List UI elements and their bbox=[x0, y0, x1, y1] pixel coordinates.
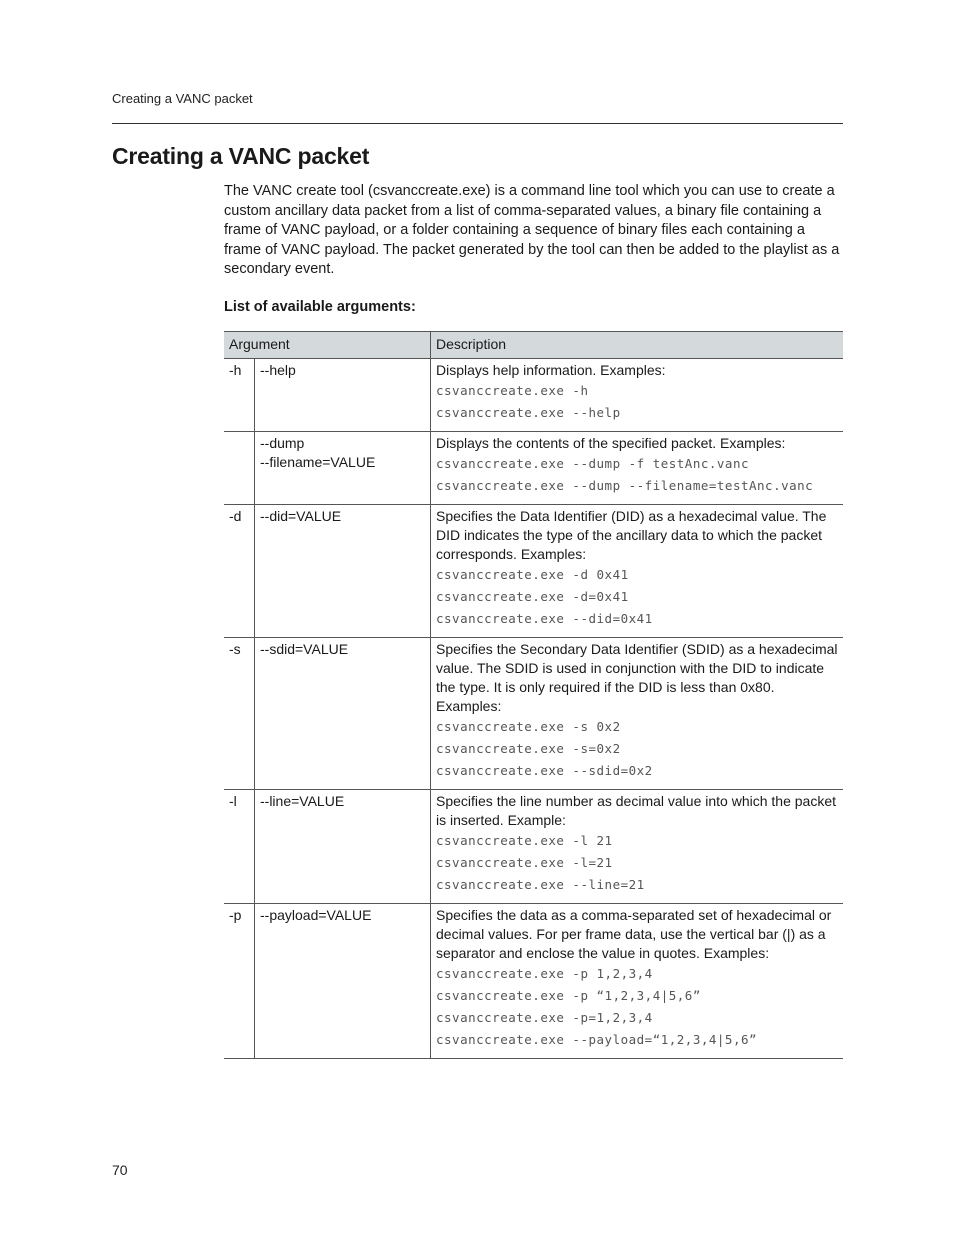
description-text: Specifies the data as a comma-separated set of hexadecimal or decimal values. For per frame data, use the vertical bar (|) as a separator and enclose the value in quotes. Examples: bbox=[436, 907, 832, 961]
header-rule bbox=[112, 123, 843, 124]
description-text: Displays the contents of the specified packet. Examples: bbox=[436, 435, 786, 451]
table-row bbox=[224, 790, 843, 904]
short-option: -s bbox=[224, 638, 255, 790]
description-cell bbox=[431, 790, 844, 904]
table-row bbox=[224, 359, 843, 432]
example-command: csvanccreate.exe --payload=“1,2,3,4|5,6” bbox=[436, 1032, 758, 1047]
example-command: csvanccreate.exe -h bbox=[436, 383, 589, 398]
description-cell bbox=[431, 505, 844, 638]
description-text: Specifies the Secondary Data Identifier (SDID) as a hexadecimal value. The SDID is used in conjunction with the DID to indicate the type. It is only required if the DID is less than 0x80. Examples: bbox=[436, 641, 838, 714]
long-option-cell bbox=[255, 638, 431, 790]
short-option: -p bbox=[224, 904, 255, 1059]
description-cell bbox=[431, 359, 844, 432]
description-cell bbox=[431, 432, 844, 505]
example-command: csvanccreate.exe -l 21 bbox=[436, 833, 613, 848]
page-number: 70 bbox=[112, 1162, 128, 1178]
argument-column-header: Argument bbox=[224, 332, 431, 359]
short-option: -h bbox=[224, 359, 255, 432]
example-command: csvanccreate.exe -d 0x41 bbox=[436, 567, 629, 582]
long-option: --help bbox=[260, 362, 296, 378]
short-option: -d bbox=[224, 505, 255, 638]
long-option-cell bbox=[255, 904, 431, 1059]
short-option: -l bbox=[224, 790, 255, 904]
table-header-row bbox=[224, 332, 843, 359]
arguments-table bbox=[224, 331, 843, 1059]
long-option: --payload=VALUE bbox=[260, 907, 372, 923]
long-option: --filename=VALUE bbox=[260, 454, 376, 470]
example-command: csvanccreate.exe --help bbox=[436, 405, 621, 420]
table-row bbox=[224, 505, 843, 638]
example-command: csvanccreate.exe -p “1,2,3,4|5,6” bbox=[436, 988, 701, 1003]
long-option-cell bbox=[255, 505, 431, 638]
example-command: csvanccreate.exe --did=0x41 bbox=[436, 611, 653, 626]
running-head: Creating a VANC packet bbox=[112, 91, 253, 106]
example-command: csvanccreate.exe -l=21 bbox=[436, 855, 613, 870]
description-text: Specifies the Data Identifier (DID) as a hexadecimal value. The DID indicates the type of the ancillary data to which the packet corresponds. Examples: bbox=[436, 508, 827, 562]
description-text: Specifies the line number as decimal value into which the packet is inserted. Example: bbox=[436, 793, 836, 828]
table-row bbox=[224, 904, 843, 1059]
long-option: --dump bbox=[260, 435, 305, 451]
example-command: csvanccreate.exe -p=1,2,3,4 bbox=[436, 1010, 653, 1025]
description-cell bbox=[431, 638, 844, 790]
example-command: csvanccreate.exe -p 1,2,3,4 bbox=[436, 966, 653, 981]
example-command: csvanccreate.exe -s=0x2 bbox=[436, 741, 621, 756]
long-option: --line=VALUE bbox=[260, 793, 345, 809]
long-option: --did=VALUE bbox=[260, 508, 342, 524]
long-option-cell bbox=[255, 432, 431, 505]
example-command: csvanccreate.exe -d=0x41 bbox=[436, 589, 629, 604]
page-title: Creating a VANC packet bbox=[112, 143, 370, 169]
example-command: csvanccreate.exe --line=21 bbox=[436, 877, 645, 892]
description-cell bbox=[431, 904, 844, 1059]
example-command: csvanccreate.exe --dump --filename=testAnc.vanc bbox=[436, 478, 814, 493]
long-option-cell bbox=[255, 790, 431, 904]
example-command: csvanccreate.exe -s 0x2 bbox=[436, 719, 621, 734]
long-option-cell bbox=[255, 359, 431, 432]
description-column-header: Description bbox=[431, 332, 844, 359]
arguments-heading: List of available arguments: bbox=[224, 299, 416, 315]
description-text: Displays help information. Examples: bbox=[436, 362, 666, 378]
intro-paragraph: The VANC create tool (csvanccreate.exe) is a command line tool which you can use to create a custom ancillary data packet from a list of comma-separated values, a binary file containing a frame of VANC payload, or a folder containing a sequence of binary files each containing a frame of VANC payload. The packet generated by the tool can then be added to the playlist as a secondary event. bbox=[224, 183, 840, 277]
example-command: csvanccreate.exe --dump -f testAnc.vanc bbox=[436, 456, 749, 471]
long-option: --sdid=VALUE bbox=[260, 641, 349, 657]
table-row bbox=[224, 432, 843, 505]
example-command: csvanccreate.exe --sdid=0x2 bbox=[436, 763, 653, 778]
table-row bbox=[224, 638, 843, 790]
short-option bbox=[224, 432, 255, 505]
